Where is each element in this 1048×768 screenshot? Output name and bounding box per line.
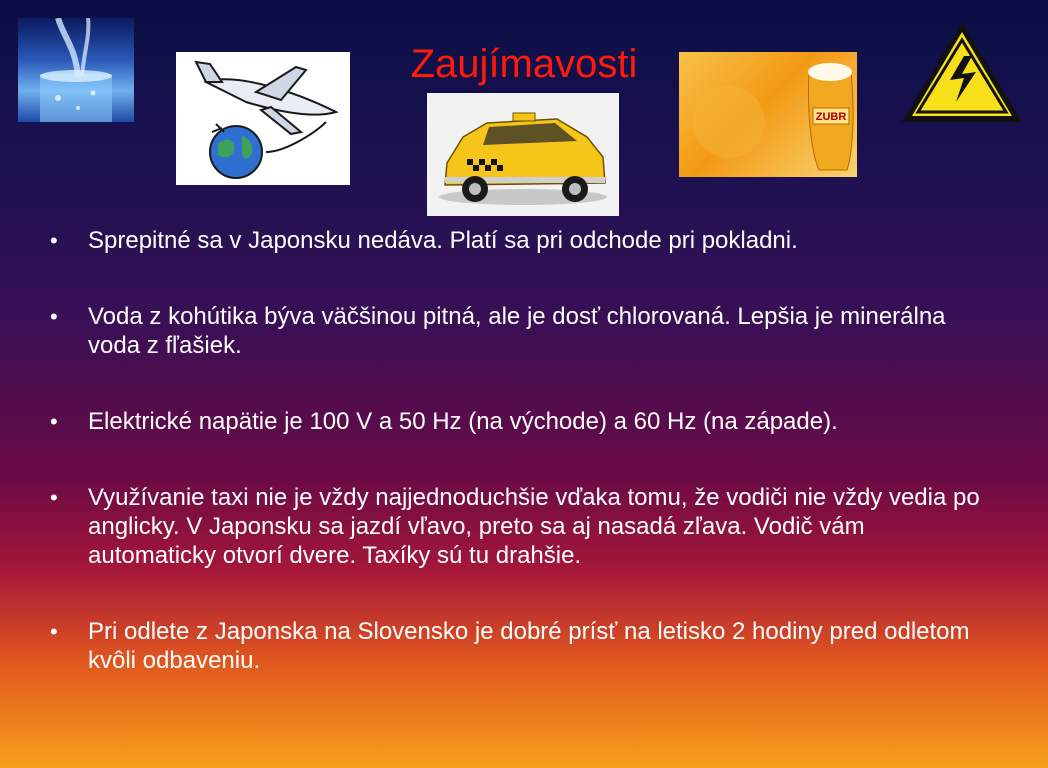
bullet-item: • Sprepitné sa v Japonsku nedáva. Platí sa pri odchode pri pokladni. <box>48 226 998 255</box>
slide-title: Zaujímavosti <box>410 42 638 86</box>
bullet-item: • Elektrické napätie je 100 V a 50 Hz (na východe) a 60 Hz (na západe). <box>48 407 998 436</box>
beer-image <box>679 52 857 177</box>
taxi-image <box>427 93 619 216</box>
high-voltage-warning-icon <box>898 18 1026 128</box>
water-glass-image <box>18 18 134 122</box>
airplane-globe-clipart <box>176 52 350 185</box>
bullet-item: • Využívanie taxi nie je vždy najjednoduchšie vďaka tomu, že vodiči nie vždy vedia po anglicky. V Japonsku sa jazdí vľavo, preto sa aj nasadá zľava. Vodič vám automaticky otvorí dvere. Taxíky sú tu drahšie. <box>48 483 998 570</box>
svg-text:ZUBR: ZUBR <box>815 111 847 123</box>
bullet-list <box>48 226 998 722</box>
bullet-item: • Pri odlete z Japonska na Slovensko je dobré prísť na letisko 2 hodiny pred odletom kvôli odbaveniu. <box>48 617 998 675</box>
bullet-item: • Voda z kohútika býva väčšinou pitná, ale je dosť chlorovaná. Lepšia je minerálna voda z fľašiek. <box>48 302 998 360</box>
